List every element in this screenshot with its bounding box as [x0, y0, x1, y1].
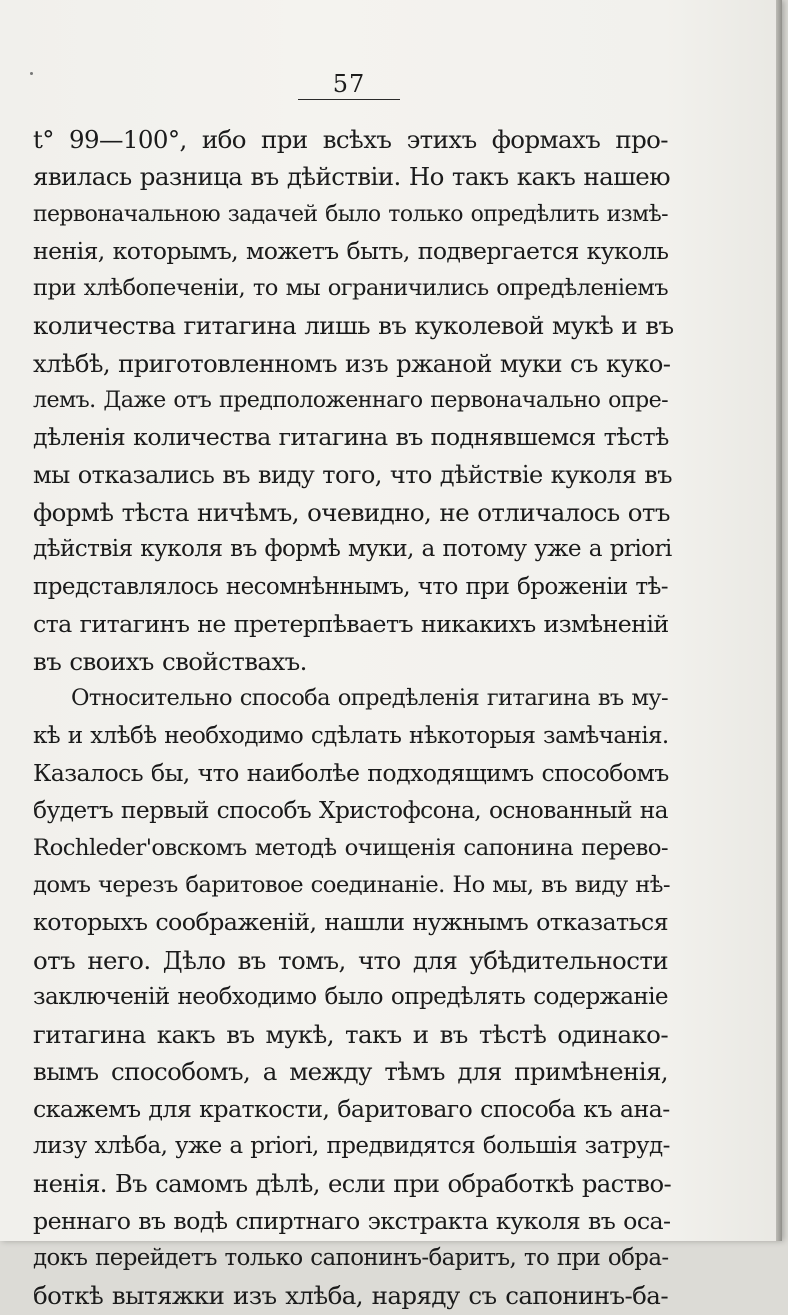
text-line: домъ черезъ баритовое соединаніе. Но мы, въ виду нѣ-	[33, 871, 670, 898]
text-line: будетъ первый способъ Христофсона, основанный на	[33, 796, 668, 825]
text-line: мы отказались въ виду того, что дѣйствіе куколя въ	[33, 460, 672, 489]
text-line: дѣйствія куколя въ формѣ муки, а потому уже a priori	[33, 536, 672, 563]
text-line: Rochleder'овскомъ методѣ очищенія сапонина перево-	[33, 834, 668, 861]
body-text	[33, 121, 674, 1315]
text-line: явилась разница въ дѣйствіи. Но такъ какъ нашею	[33, 162, 670, 192]
text-line: t° 99—100°, ибо при всѣхъ этихъ формахъ про-	[33, 125, 668, 154]
text-line: кѣ и хлѣбѣ необходимо сдѣлать нѣкоторыя замѣчанія.	[33, 722, 669, 749]
text-line: количества гитагина лишь въ куколевой мукѣ и въ	[33, 311, 674, 341]
page-number: 57	[332, 70, 366, 98]
text-line: реннаго въ водѣ спиртнаго экстракта куколя въ оса-	[33, 1206, 671, 1235]
text-line: скажемъ для краткости, баритоваго способа къ ана-	[33, 1094, 670, 1123]
text-line: лизу хлѣба, уже a priori, предвидятся большія затруд-	[33, 1133, 670, 1160]
page-edge	[776, 0, 782, 1241]
text-line: формѣ тѣста ничѣмъ, очевидно, не отличалось отъ	[33, 497, 670, 527]
text-line: ста гитагинъ не претерпѣваетъ никакихъ измѣненій	[33, 609, 669, 638]
text-line: ненія, которымъ, можетъ быть, подвергается куколь	[33, 236, 669, 265]
text-line: вымъ способомъ, а между тѣмъ для примѣненія,	[33, 1057, 668, 1087]
text-line: гитагина какъ въ мукѣ, такъ и въ тѣстѣ одинако-	[33, 1020, 668, 1050]
text-line: боткѣ вытяжки изъ хлѣба, наряду съ сапонинъ-ба-	[33, 1281, 668, 1311]
text-line: представлялось несомнѣннымъ, что при броженіи тѣ-	[33, 573, 668, 600]
text-line: Казалось бы, что наиболѣе подходящимъ способомъ	[33, 759, 669, 788]
text-line: ненія. Въ самомъ дѣлѣ, если при обработкѣ раство-	[33, 1169, 672, 1199]
text-line: дѣленія количества гитагина въ поднявшемся тѣстѣ	[33, 423, 669, 452]
text-line: отъ него. Дѣло въ томъ, что для убѣдительности	[33, 945, 668, 975]
text-line: лемъ. Даже отъ предположеннаго первоначально опре-	[33, 387, 668, 414]
text-line: заключеній необходимо было опредѣлять содержаніе	[33, 983, 668, 1010]
text-line: Относительно способа опредѣленія гитагина въ му-	[71, 685, 668, 712]
text-line: первоначальною задачей было только опредѣлить измѣ-	[33, 201, 668, 227]
text-line: въ своихъ свойствахъ.	[33, 647, 307, 677]
text-line: докъ перейдетъ только сапонинъ-баритъ, то при обра-	[33, 1244, 669, 1271]
paper-speck	[30, 72, 33, 75]
text-line: хлѣбѣ, приготовленномъ изъ ржаной муки съ куко-	[33, 348, 671, 378]
text-line: которыхъ соображеній, нашли нужнымъ отказаться	[33, 908, 668, 937]
text-line: при хлѣбопеченіи, то мы ограничились опредѣленіемъ	[33, 275, 668, 302]
page-number-rule	[298, 99, 400, 100]
